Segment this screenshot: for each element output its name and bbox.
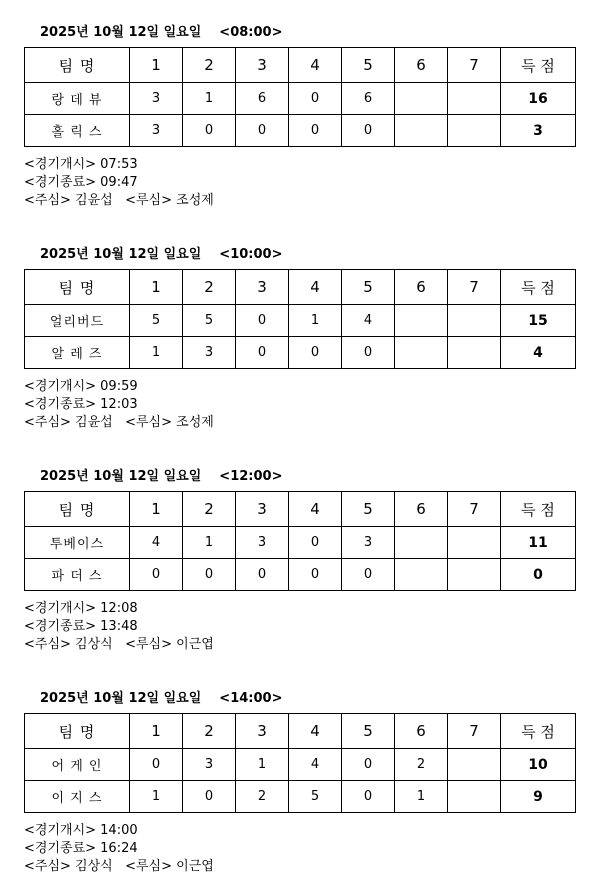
game-time: <12:00> [219,469,283,484]
team-row [25,337,576,369]
inning-score [448,559,501,591]
total-score: 4 [501,337,576,369]
game-info [24,600,568,654]
game-block [24,244,568,432]
game-title [24,466,568,488]
score-table [24,491,576,591]
game-date: 2025년 10월 12일 일요일 [40,691,202,706]
team-name: 랑 데 뷰 [25,83,130,115]
header-team: 팀 명 [25,270,130,305]
inning-score [448,749,501,781]
header-row [25,270,576,305]
inning-score: 0 [289,527,342,559]
total-score: 3 [501,115,576,147]
inning-score [395,305,448,337]
total-score: 15 [501,305,576,337]
total-score: 0 [501,559,576,591]
inning-score: 0 [342,559,395,591]
inning-score: 0 [236,115,289,147]
game-block [24,688,568,876]
inning-score: 0 [289,559,342,591]
inning-score [448,305,501,337]
inning-score: 6 [342,83,395,115]
header-inning: 1 [130,714,183,749]
game-time: <08:00> [219,25,283,40]
inning-score: 4 [342,305,395,337]
inning-score: 1 [130,781,183,813]
inning-score: 0 [289,83,342,115]
header-inning: 7 [448,492,501,527]
umpires: <주심> 김윤섭 <루심> 조성제 [24,193,214,208]
header-total: 득 점 [501,48,576,83]
inning-score: 1 [236,749,289,781]
team-row [25,527,576,559]
start-time: <경기개시> 09:59 [24,379,138,394]
start-time: <경기개시> 07:53 [24,157,138,172]
inning-score [395,337,448,369]
header-total: 득 점 [501,714,576,749]
end-time: <경기종료> 16:24 [24,841,138,856]
inning-score [395,115,448,147]
header-total: 득 점 [501,270,576,305]
header-total: 득 점 [501,492,576,527]
inning-score [395,83,448,115]
inning-score: 3 [236,527,289,559]
game-block [24,466,568,654]
header-inning: 2 [183,270,236,305]
inning-score: 1 [183,83,236,115]
team-name: 어 게 인 [25,749,130,781]
header-inning: 1 [130,492,183,527]
inning-score: 5 [183,305,236,337]
header-inning: 5 [342,492,395,527]
team-name: 파 더 스 [25,559,130,591]
inning-score: 0 [183,115,236,147]
team-name: 이 지 스 [25,781,130,813]
header-inning: 5 [342,714,395,749]
header-inning: 4 [289,48,342,83]
umpires: <주심> 김상식 <루심> 이근엽 [24,859,214,874]
team-name: 홀 릭 스 [25,115,130,147]
inning-score: 3 [342,527,395,559]
header-inning: 4 [289,714,342,749]
inning-score [395,559,448,591]
header-inning: 3 [236,270,289,305]
header-inning: 1 [130,270,183,305]
inning-score: 0 [130,749,183,781]
inning-score: 2 [395,749,448,781]
inning-score: 1 [289,305,342,337]
team-name: 알 레 즈 [25,337,130,369]
header-inning: 6 [395,492,448,527]
inning-score [448,527,501,559]
game-date: 2025년 10월 12일 일요일 [40,469,202,484]
header-inning: 7 [448,270,501,305]
total-score: 16 [501,83,576,115]
header-inning: 2 [183,48,236,83]
header-row [25,492,576,527]
game-info [24,156,568,210]
total-score: 11 [501,527,576,559]
inning-score: 3 [183,337,236,369]
game-title [24,22,568,44]
score-table [24,47,576,147]
header-inning: 1 [130,48,183,83]
inning-score: 0 [236,337,289,369]
game-title [24,244,568,266]
game-title [24,688,568,710]
inning-score: 0 [130,559,183,591]
inning-score [448,83,501,115]
game-date: 2025년 10월 12일 일요일 [40,25,202,40]
inning-score: 0 [183,781,236,813]
game-block [24,22,568,210]
header-inning: 3 [236,714,289,749]
inning-score [395,527,448,559]
score-table [24,269,576,369]
score-table [24,713,576,813]
start-time: <경기개시> 12:08 [24,601,138,616]
game-time: <14:00> [219,691,283,706]
game-info [24,822,568,876]
header-inning: 6 [395,270,448,305]
header-team: 팀 명 [25,714,130,749]
umpires: <주심> 김윤섭 <루심> 조성제 [24,415,214,430]
inning-score: 3 [130,115,183,147]
end-time: <경기종료> 09:47 [24,175,138,190]
inning-score [448,781,501,813]
team-row [25,305,576,337]
game-date: 2025년 10월 12일 일요일 [40,247,202,262]
game-info [24,378,568,432]
team-row [25,83,576,115]
inning-score [448,115,501,147]
inning-score: 0 [342,337,395,369]
team-row [25,559,576,591]
inning-score: 0 [342,749,395,781]
inning-score: 0 [342,115,395,147]
inning-score: 6 [236,83,289,115]
header-team: 팀 명 [25,492,130,527]
inning-score: 1 [130,337,183,369]
inning-score: 2 [236,781,289,813]
team-name: 투베이스 [25,527,130,559]
header-inning: 2 [183,714,236,749]
header-inning: 3 [236,48,289,83]
inning-score: 0 [236,559,289,591]
header-inning: 7 [448,714,501,749]
inning-score: 4 [130,527,183,559]
game-time: <10:00> [219,247,283,262]
inning-score: 5 [130,305,183,337]
header-inning: 3 [236,492,289,527]
inning-score: 3 [130,83,183,115]
total-score: 9 [501,781,576,813]
header-inning: 5 [342,270,395,305]
header-inning: 5 [342,48,395,83]
header-inning: 4 [289,492,342,527]
inning-score: 0 [183,559,236,591]
team-row [25,115,576,147]
header-inning: 2 [183,492,236,527]
header-inning: 6 [395,714,448,749]
inning-score: 3 [183,749,236,781]
inning-score: 5 [289,781,342,813]
inning-score: 1 [395,781,448,813]
team-name: 얼리버드 [25,305,130,337]
inning-score: 0 [289,337,342,369]
end-time: <경기종료> 13:48 [24,619,138,634]
inning-score: 0 [289,115,342,147]
team-row [25,781,576,813]
header-team: 팀 명 [25,48,130,83]
umpires: <주심> 김상식 <루심> 이근엽 [24,637,214,652]
header-inning: 6 [395,48,448,83]
inning-score: 0 [236,305,289,337]
header-inning: 7 [448,48,501,83]
team-row [25,749,576,781]
inning-score: 1 [183,527,236,559]
total-score: 10 [501,749,576,781]
inning-score: 0 [342,781,395,813]
header-row [25,48,576,83]
inning-score [448,337,501,369]
header-inning: 4 [289,270,342,305]
header-row [25,714,576,749]
end-time: <경기종료> 12:03 [24,397,138,412]
start-time: <경기개시> 14:00 [24,823,138,838]
inning-score: 4 [289,749,342,781]
